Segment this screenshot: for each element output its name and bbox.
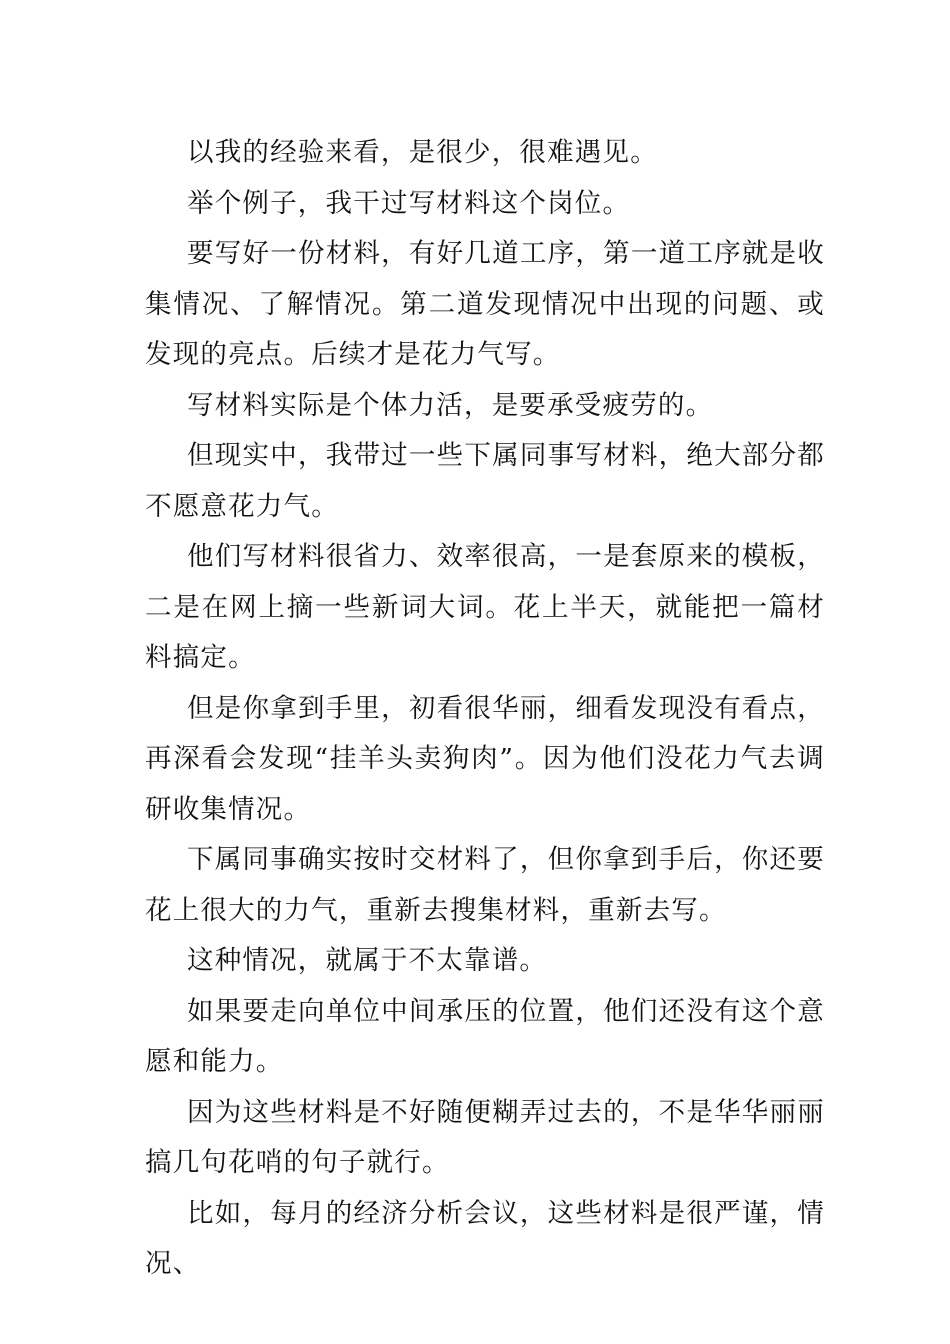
paragraph-1: 以我的经验来看，是很少，很难遇见。 (187, 137, 658, 168)
paragraph-2: 举个例子，我干过写材料这个岗位。 (187, 187, 631, 219)
paragraph-12: 比如，每月的经济分析会议，这些材料是很严谨，情况、 (145, 1197, 825, 1279)
paragraph-10: 如果要走向单位中间承压的位置，他们还没有这个意愿和能力。 (145, 995, 825, 1077)
paragraph-6: 他们写材料很省力、效率很高，一是套原来的模板，二是在网上摘一些新词大词。花上半天，就能把一篇材料搞定。 (145, 541, 825, 673)
paragraph-4: 写材料实际是个体力活，是要承受疲劳的。 (187, 389, 714, 421)
paragraph-7: 但是你拿到手里，初看很华丽，细看发现没有看点，再深看会发现“挂羊头卖狗肉”。因为他们没花力气去调研收集情况。 (145, 692, 825, 825)
paragraph-5: 但现实中，我带过一些下属同事写材料，绝大部分都不愿意花力气。 (145, 440, 825, 522)
paragraph-11: 因为这些材料是不好随便糊弄过去的，不是华华丽丽搞几句花哨的句子就行。 (145, 1096, 825, 1178)
document-body (145, 128, 825, 1290)
paragraph-3: 要写好一份材料，有好几道工序，第一道工序就是收集情况、了解情况。第二道发现情况中出现的问题、或发现的亮点。后续才是花力气写。 (145, 238, 825, 370)
paragraph-9: 这种情况，就属于不太靠谱。 (187, 945, 548, 976)
paragraph-8: 下属同事确实按时交材料了，但你拿到手后，你还要花上很大的力气，重新去搜集材料，重新去写。 (145, 844, 825, 926)
